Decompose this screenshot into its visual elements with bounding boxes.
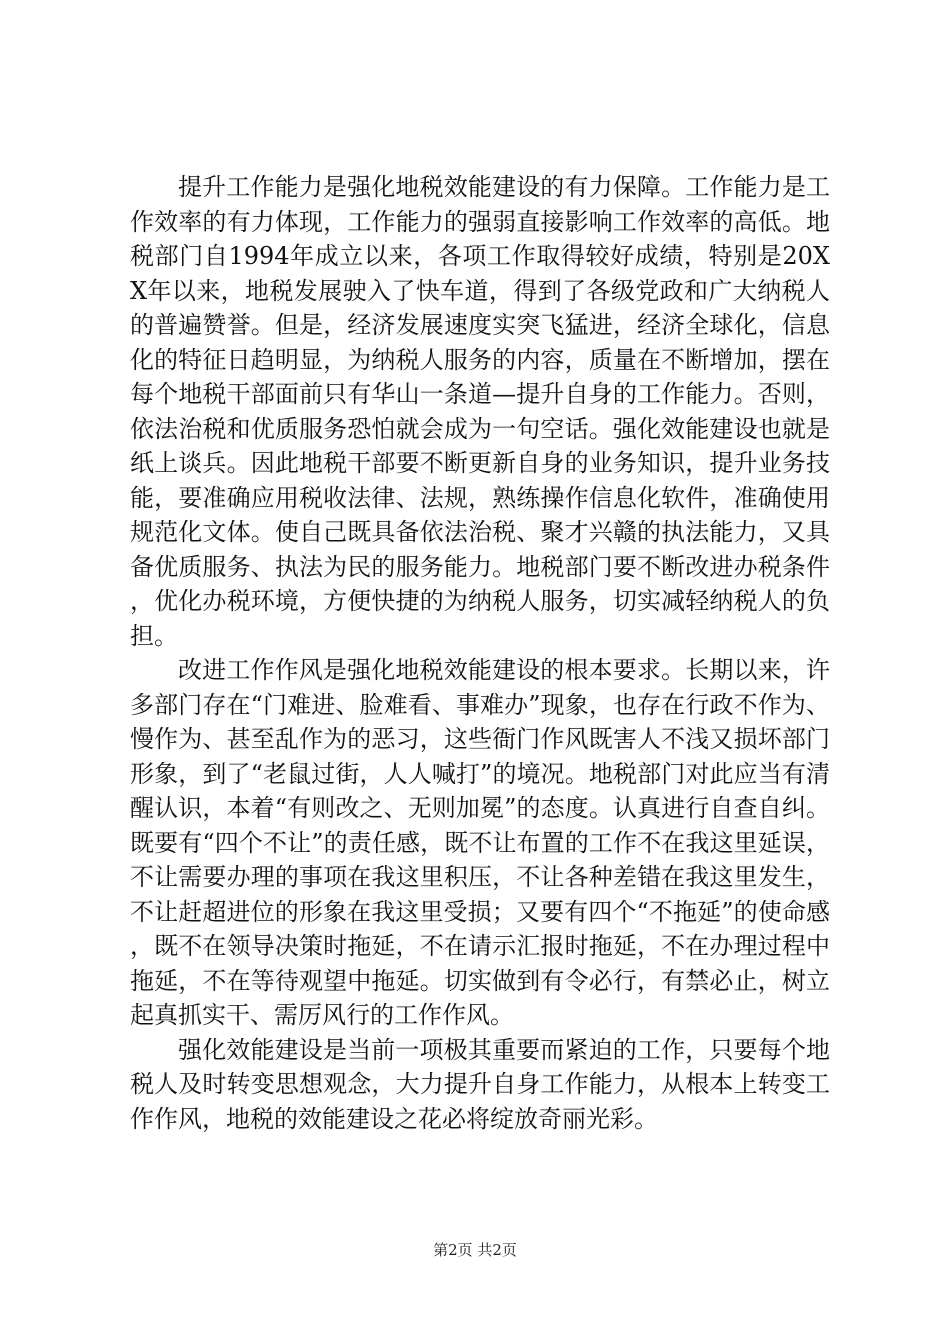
- page-number-footer: 第2页 共2页: [433, 1241, 517, 1259]
- document-body: [130, 170, 830, 1136]
- paragraph-work-style: 改进工作作风是强化地税效能建设的根本要求。长期以来，许多部门存在“门难进、脸难看、事难办”现象，也存在行政不作为、慢作为、甚至乱作为的恶习，这些衙门作风既害人不浅又损坏部门形象，到了“老鼠过街，人人喊打”的境况。地税部门对此应当有清醒认识，本着“有则改之、无则加冕”的态度。认真进行自查自纠。既要有“四个不让”的责任感，既不让布置的工作不在我这里延误，不让需要办理的事项在我这里积压，不让各种差错在我这里发生，不让赶超进位的形象在我这里受损；又要有四个“不拖延”的使命感，既不在领导决策时拖延，不在请示汇报时拖延，不在办理过程中拖延，不在等待观望中拖延。切实做到有令必行，有禁必止，树立起真抓实干、需厉风行的工作作风。: [130, 656, 830, 1029]
- paragraph-conclusion: 强化效能建设是当前一项极其重要而紧迫的工作，只要每个地税人及时转变思想观念，大力提升自身工作能力，从根本上转变工作作风，地税的效能建设之花必将绽放奇丽光彩。: [130, 1035, 830, 1133]
- paragraph-work-ability: 提升工作能力是强化地税效能建设的有力保障。工作能力是工作效率的有力体现，工作能力的强弱直接影响工作效率的高低。地税部门自1994年成立以来，各项工作取得较好成绩，特别是20XX年以来，地税发展驶入了快车道，得到了各级党政和广大纳税人的普遍赞誉。但是，经济发展速度实突飞猛进，经济全球化，信息化的特征日趋明显，为纳税人服务的内容，质量在不断增加，摆在每个地税干部面前只有华山一条道—提升自身的工作能力。否则，依法治税和优质服务恐怕就会成为一句空话。强化效能建设也就是纸上谈兵。因此地税干部要不断更新自身的业务知识，提升业务技能，要准确应用税收法律、法规，熟练操作信息化软件，准确使用规范化文体。使自己既具备依法治税、聚才兴赣的执法能力，又具备优质服务、执法为民的服务能力。地税部门要不断改进办税条件，优化办税环境，方便快捷的为纳税人服务，切实减轻纳税人的负担。: [130, 173, 830, 650]
